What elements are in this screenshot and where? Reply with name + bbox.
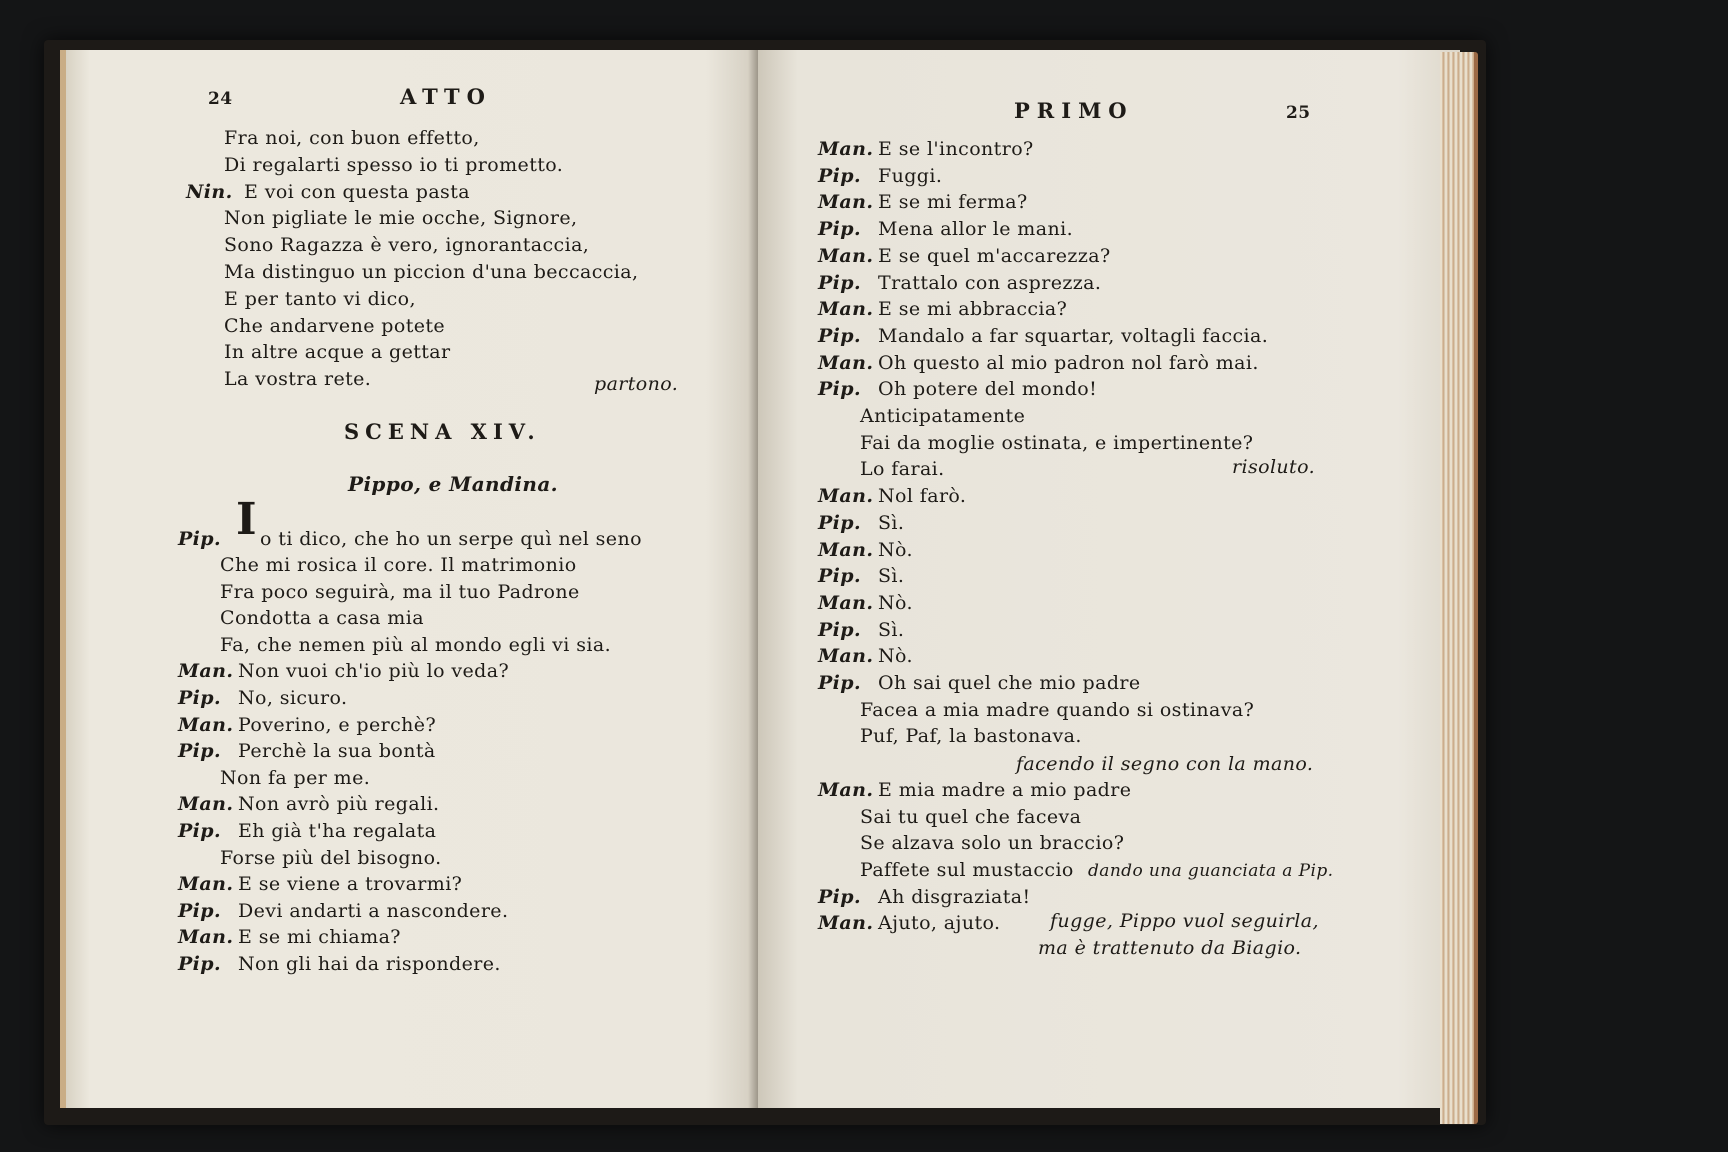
- verse-line: Ah disgraziata!: [878, 885, 1031, 908]
- verse-line: Sì.: [878, 618, 905, 641]
- verse-line: Ajuto, ajuto.: [878, 912, 1001, 935]
- stage-direction-facendo: facendo il segno con la mano.: [1016, 753, 1314, 775]
- verse-line: Non vuoi ch'io più lo veda?: [238, 660, 510, 683]
- verse-line: Anticipatamente: [860, 405, 1026, 427]
- speaker-label: Pip.: [818, 672, 862, 694]
- verse-line: Non fa per me.: [220, 766, 371, 789]
- verse-line: Ma distinguo un piccion d'una beccaccia,: [224, 261, 639, 283]
- verse-line: Non gli hai da rispondere.: [238, 953, 501, 975]
- speaker-label: Man.: [818, 591, 874, 614]
- speaker-label: Pip.: [818, 885, 862, 908]
- speaker-label: Pip.: [818, 271, 862, 294]
- speaker-label: Pip.: [818, 511, 862, 534]
- verse-line: Non avrò più regali.: [238, 793, 440, 816]
- speaker-label: Pip.: [818, 378, 862, 401]
- verse-line: E se l'incontro?: [878, 138, 1034, 160]
- verse-line: Condotta a casa mia: [220, 607, 424, 630]
- verse-line: Forse più del bisogno.: [220, 846, 442, 869]
- verse-line: Oh questo al mio padron nol farò mai.: [878, 351, 1259, 374]
- scene-characters: Pippo, e Mandina.: [348, 472, 559, 496]
- page-number: 25: [1286, 103, 1311, 123]
- speaker-label: Man.: [818, 191, 874, 214]
- verse-line: Che andarvene potete: [224, 314, 446, 337]
- verse-line: Fai da moglie ostinata, e impertinente?: [860, 431, 1254, 454]
- speaker-label: Pip.: [178, 687, 222, 709]
- speaker-label: Pip.: [818, 164, 862, 187]
- verse-line: Oh sai quel che mio padre: [878, 672, 1141, 694]
- verse-line: Sai tu quel che faceva: [860, 805, 1082, 828]
- verse-line: Nol farò.: [878, 485, 967, 508]
- page-number: 24: [208, 89, 233, 109]
- drop-cap: I: [236, 494, 257, 545]
- speaker-label: Man.: [818, 538, 874, 561]
- verse-line: Mena allor le mani.: [878, 218, 1074, 241]
- speaker-label: Pip.: [178, 953, 222, 975]
- speaker-label: Pip.: [178, 899, 222, 922]
- verse-line: E se mi chiama?: [238, 926, 401, 949]
- verse-line: Trattalo con asprezza.: [878, 271, 1102, 294]
- verse-line: Devi andarti a nascondere.: [238, 899, 509, 922]
- verse-line: Facea a mia madre quando si ostinava?: [860, 698, 1255, 721]
- page-edges: [1440, 52, 1478, 1124]
- verse-line: E se mi ferma?: [878, 191, 1028, 214]
- stage-direction-partono: partono.: [594, 373, 679, 395]
- verse-line: Perchè la sua bontà: [238, 740, 436, 763]
- verse-line: E se mi abbraccia?: [878, 298, 1068, 321]
- verse-line: Oh potere del mondo!: [878, 378, 1098, 401]
- speaker-label: Pip.: [818, 218, 862, 241]
- speaker-label: Man.: [818, 485, 874, 508]
- verse-line: Lo farai.: [860, 458, 945, 481]
- verse-line: Poverino, e perchè?: [238, 713, 437, 736]
- running-header: PRIMO: [1014, 98, 1134, 123]
- verse-line: Non pigliate le mie ocche, Signore,: [224, 207, 578, 230]
- verse-line: Di regalarti spesso io ti prometto.: [224, 153, 564, 176]
- speaker-label: Pip.: [818, 565, 862, 588]
- verse-line: E se quel m'accarezza?: [878, 244, 1111, 267]
- verse-line: Nò.: [878, 538, 913, 561]
- verse-line: La vostra rete.: [224, 368, 372, 391]
- verse-line: Nò.: [878, 645, 913, 668]
- speaker-label: Nin.: [186, 180, 233, 203]
- verse-line: E voi con questa pasta: [244, 180, 470, 203]
- speaker-label: Man.: [178, 873, 234, 896]
- verse-line: Sì.: [878, 511, 905, 534]
- speaker-label: Pip.: [818, 618, 862, 641]
- speaker-label: Man.: [178, 660, 234, 683]
- verse-line: In altre acque a gettar: [224, 341, 451, 364]
- speaker-label: Man.: [818, 138, 874, 160]
- verse-line: E mia madre a mio padre: [878, 778, 1132, 801]
- verse-line: Sì.: [878, 565, 905, 588]
- speaker-label: Pip.: [818, 324, 862, 347]
- verse-line: No, sicuro.: [238, 687, 348, 709]
- speaker-label: Man.: [818, 912, 874, 935]
- stage-direction-dando: dando una guanciata a Pip.: [1088, 861, 1334, 881]
- speaker-label: Man.: [818, 351, 874, 374]
- verse-line: Paffete sul mustaccio: [860, 858, 1074, 881]
- speaker-label: Man.: [818, 298, 874, 321]
- stage-direction-fugge: fugge, Pippo vuol seguirla,: [1050, 910, 1319, 932]
- speaker-label: Man.: [178, 713, 234, 736]
- verse-line: Puf, Paf, la bastonava.: [860, 725, 1082, 748]
- left-page: [60, 50, 764, 1108]
- scene-title: SCENA XIV.: [344, 419, 541, 444]
- verse-line: Sono Ragazza è vero, ignorantaccia,: [224, 234, 590, 257]
- speaker-label: Man.: [818, 244, 874, 267]
- speaker-label: Pip.: [178, 820, 222, 842]
- speaker-label: Man.: [178, 793, 234, 816]
- verse-line: Fa, che nemen più al mondo egli vi sia.: [220, 633, 612, 656]
- speaker-label: Man.: [818, 778, 874, 801]
- verse-line: Eh già t'ha regalata: [238, 820, 437, 842]
- verse-line: Che mi rosica il core. Il matrimonio: [220, 554, 577, 576]
- verse-line: Nò.: [878, 591, 913, 614]
- stage-direction-risoluto: risoluto.: [1232, 456, 1316, 478]
- verse-line: Se alzava solo un braccio?: [860, 832, 1125, 855]
- verse-line: Mandalo a far squartar, voltagli faccia.: [878, 324, 1269, 347]
- verse-line: E per tanto vi dico,: [224, 287, 416, 310]
- verse-line: Fra poco seguirà, ma il tuo Padrone: [220, 580, 580, 603]
- speaker-label: Pip.: [178, 740, 222, 763]
- running-header: ATTO: [400, 84, 492, 109]
- verse-line: Fuggi.: [878, 164, 943, 187]
- speaker-label: Man.: [178, 926, 234, 949]
- speaker-label: Man.: [818, 645, 874, 668]
- verse-line: E se viene a trovarmi?: [238, 873, 463, 896]
- stage-direction-trattenuto: ma è trattenuto da Biagio.: [1038, 937, 1302, 959]
- verse-line: Fra noi, con buon effetto,: [224, 127, 480, 149]
- right-page: [758, 50, 1460, 1108]
- verse-line: o ti dico, che ho un serpe quì nel seno: [260, 528, 642, 550]
- speaker-label: Pip.: [178, 528, 222, 550]
